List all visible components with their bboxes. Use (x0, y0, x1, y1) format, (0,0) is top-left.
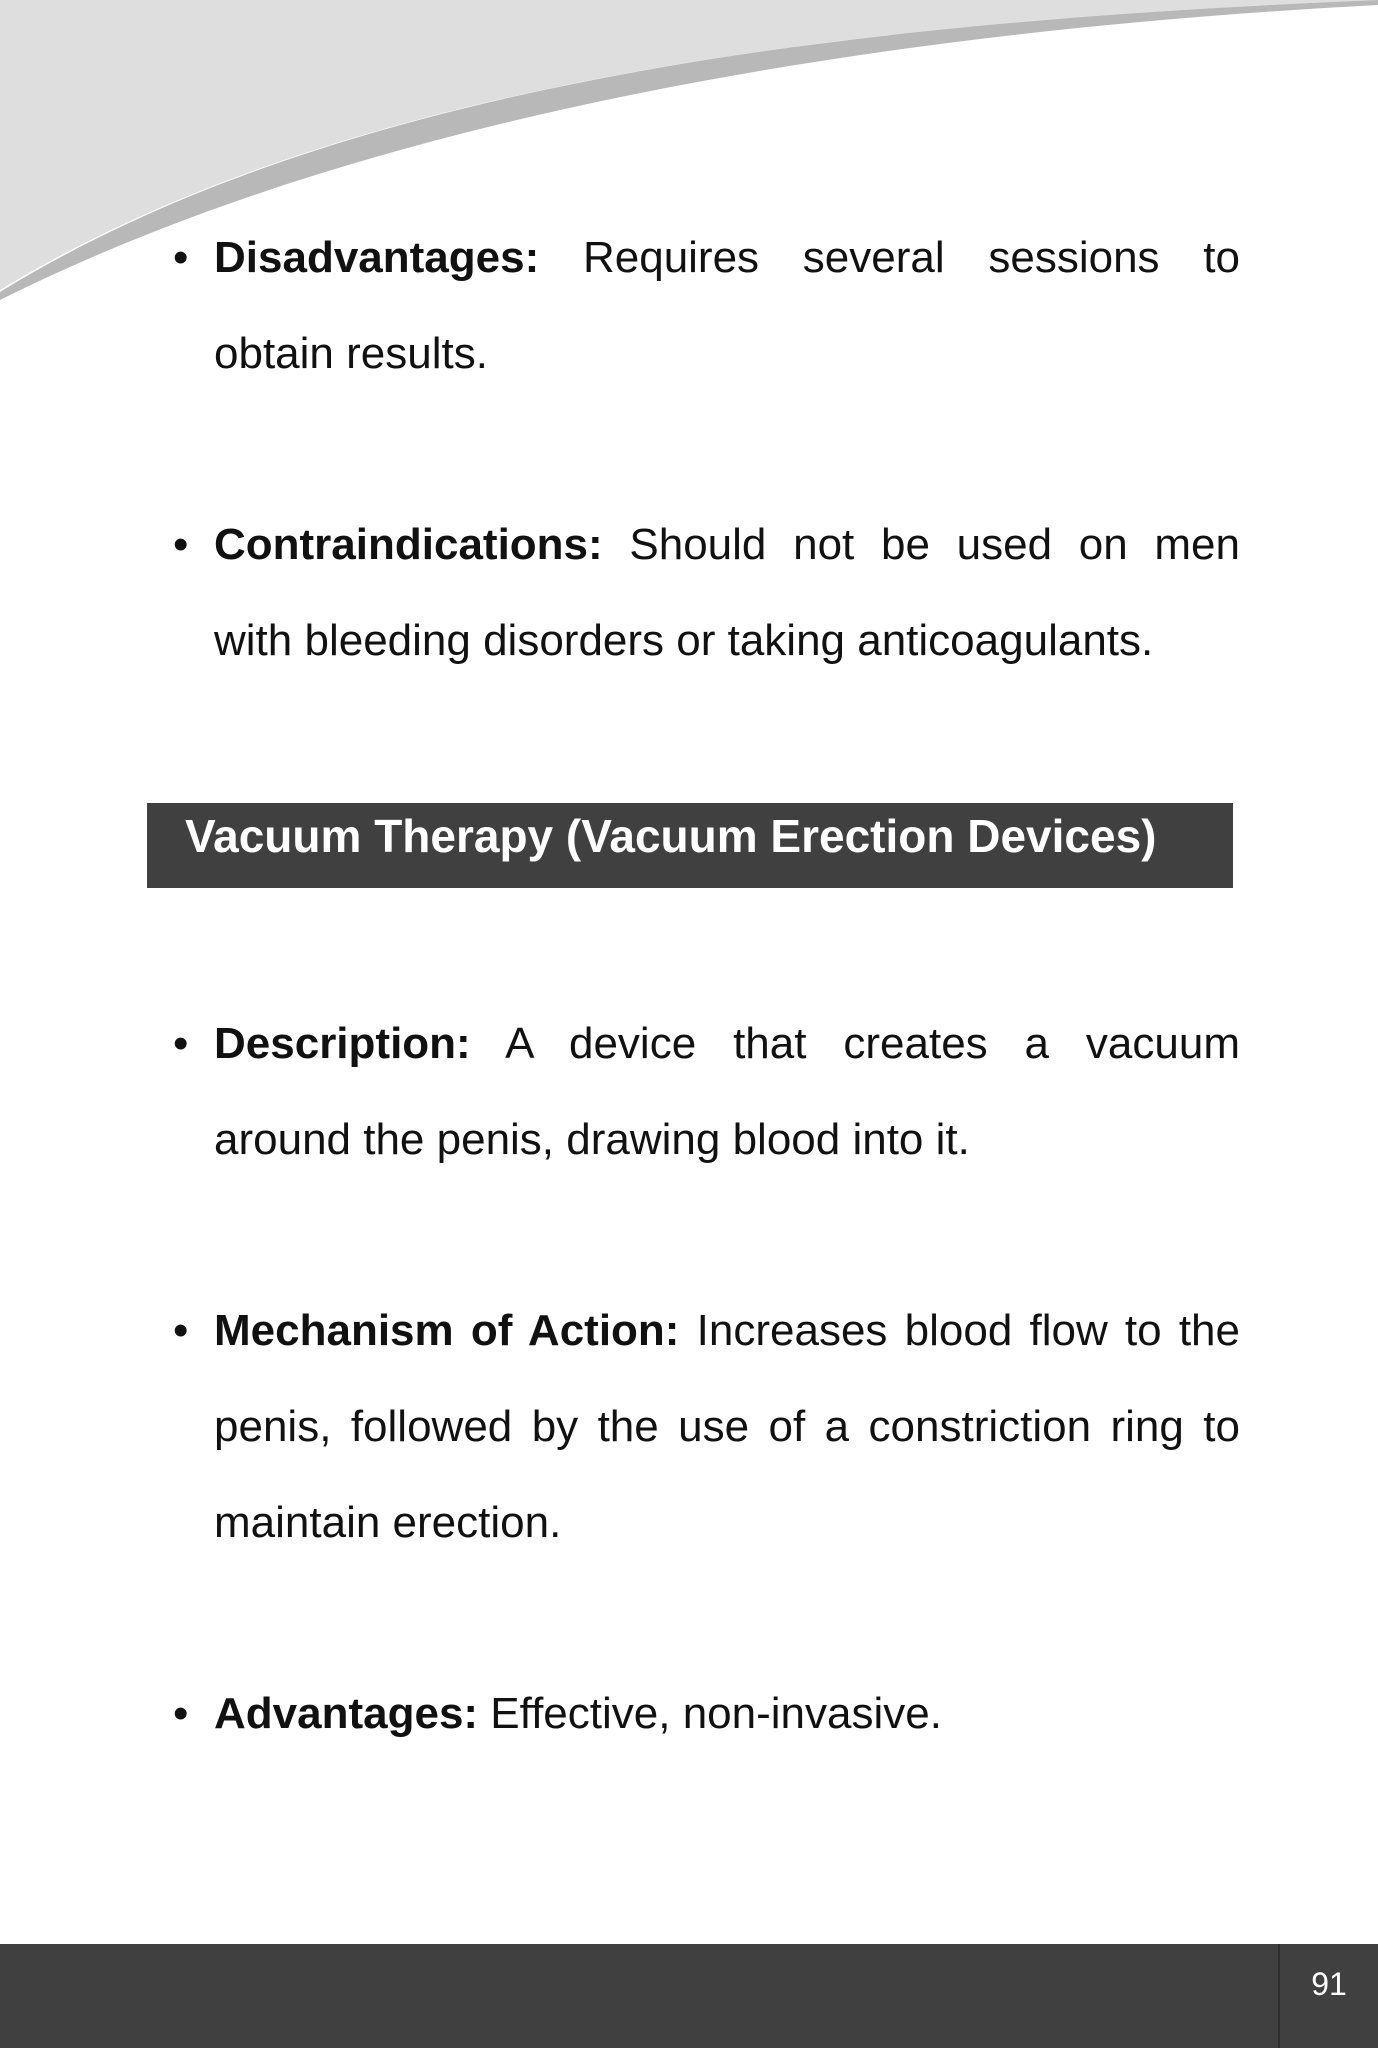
item-body: Should not be used on men with bleeding disorders or taking anticoagulants. (214, 520, 1240, 665)
bullet-contraindications: • (173, 520, 189, 569)
item-label: Advantages: (214, 1689, 479, 1738)
item-body: Increases blood flow to the penis, followed by the use of a constriction ring to maintain erection. (214, 1306, 1240, 1547)
bullet-advantages: • (173, 1689, 189, 1738)
section-heading: Vacuum Therapy (Vacuum Erection Devices) (185, 810, 1157, 862)
item-label: Contraindications: (214, 520, 603, 569)
item-label: Disadvantages: (214, 233, 540, 282)
item-body: A device that creates a vacuum around the penis, drawing blood into it. (214, 1019, 1240, 1164)
bullet-description: • (173, 1019, 189, 1068)
bullet-mechanism: • (173, 1306, 189, 1355)
footer-bar (0, 1944, 1378, 2048)
item-label: Mechanism of Action: (214, 1306, 680, 1355)
item-body: Effective, non-invasive. (478, 1689, 942, 1738)
list-item-advantages (214, 1666, 1240, 1762)
page-number: 91 (1278, 1944, 1378, 2048)
list-item-disadvantages (214, 210, 1240, 402)
list-item-contraindications (214, 497, 1240, 689)
item-label: Description: (214, 1019, 471, 1068)
bullet-disadvantages: • (173, 233, 189, 282)
item-body: Requires several sessions to obtain results. (214, 233, 1240, 378)
list-item-mechanism-of-action (214, 1283, 1240, 1571)
list-item-description (214, 996, 1240, 1188)
